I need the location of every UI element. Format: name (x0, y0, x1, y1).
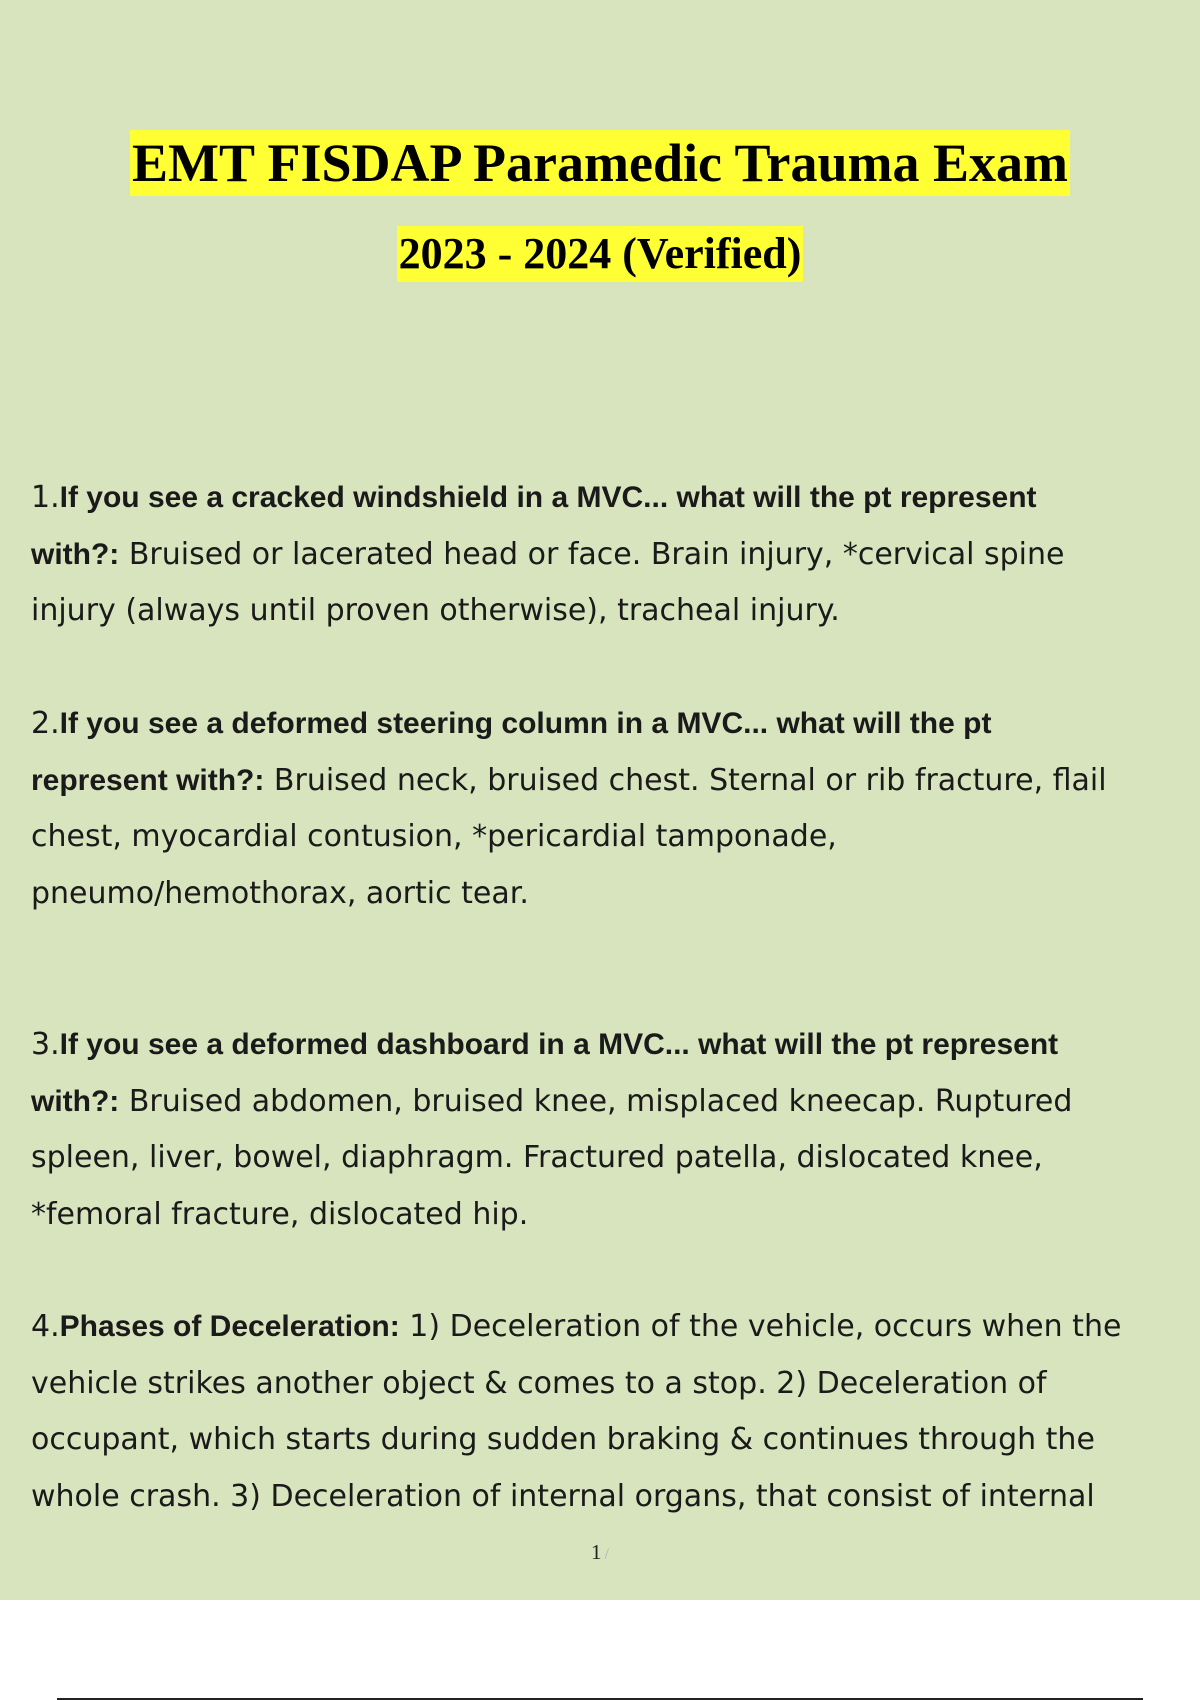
question-text: represent with?: (31, 763, 265, 797)
question-line (31, 1017, 1200, 1074)
question-text: If you see a deformed dashboard in a MVC... what will the pt represent (59, 1028, 1059, 1061)
answer-line: *femoral fracture, dislocated hip. (31, 1196, 529, 1232)
page-number-suffix: / (604, 1546, 609, 1563)
answer-line: occupant, which starts during sudden braking & continues through the (31, 1422, 1095, 1457)
answer-text: Bruised abdomen, bruised knee, misplaced kneecap. Ruptured (119, 1083, 1073, 1119)
question-number: 4. (31, 1309, 60, 1344)
answer-line: chest, myocardial contusion, *pericardial tamponade, (31, 819, 837, 854)
answer-line: pneumo/hemothorax, aortic tear. (31, 875, 529, 911)
question-line (31, 1074, 1200, 1131)
question-line (31, 753, 1200, 810)
question-line (31, 1299, 1200, 1356)
title-line-2 (0, 226, 1200, 282)
document-title: EMT FISDAP Paramedic Trauma Exam (130, 130, 1070, 196)
answer-text: 1) Deceleration of the vehicle, occurs when the (399, 1309, 1122, 1344)
page-number-value: 1 (591, 1540, 602, 1564)
question-line (31, 527, 1200, 584)
answer-line: spleen, liver, bowel, diaphragm. Fractured patella, dislocated knee, (31, 1140, 1043, 1175)
page-number (0, 1540, 1200, 1565)
question-number: 1. (31, 480, 60, 515)
question-item-2 (31, 696, 1200, 922)
question-line (31, 470, 1200, 527)
question-text: Phases of Deceleration: (59, 1310, 400, 1343)
answer-line: whole crash. 3) Deceleration of internal organs, that consist of internal (31, 1478, 1095, 1514)
question-number: 2. (31, 706, 60, 741)
answer-text: Bruised or lacerated head or face. Brain injury, *cervical spine (119, 536, 1065, 572)
question-text: with?: (31, 1084, 120, 1118)
title-line-1 (0, 130, 1200, 196)
question-line (31, 696, 1200, 753)
answer-line: injury (always until proven otherwise), tracheal injury. (31, 593, 840, 628)
question-item-3 (31, 1017, 1200, 1243)
question-item-4 (31, 1299, 1200, 1525)
question-text: If you see a cracked windshield in a MVC... what will the pt represent (59, 481, 1037, 514)
question-number: 3. (31, 1027, 60, 1062)
document-subtitle: 2023 - 2024 (Verified) (397, 226, 804, 282)
question-item-1 (31, 470, 1200, 640)
answer-line: vehicle strikes another object & comes to a stop. 2) Deceleration of (31, 1365, 1047, 1401)
question-text: If you see a deformed steering column in a MVC... what will the pt (59, 707, 992, 740)
question-text: with?: (31, 537, 120, 571)
answer-text: Bruised neck, bruised chest. Sternal or rib fracture, flail (264, 762, 1107, 798)
